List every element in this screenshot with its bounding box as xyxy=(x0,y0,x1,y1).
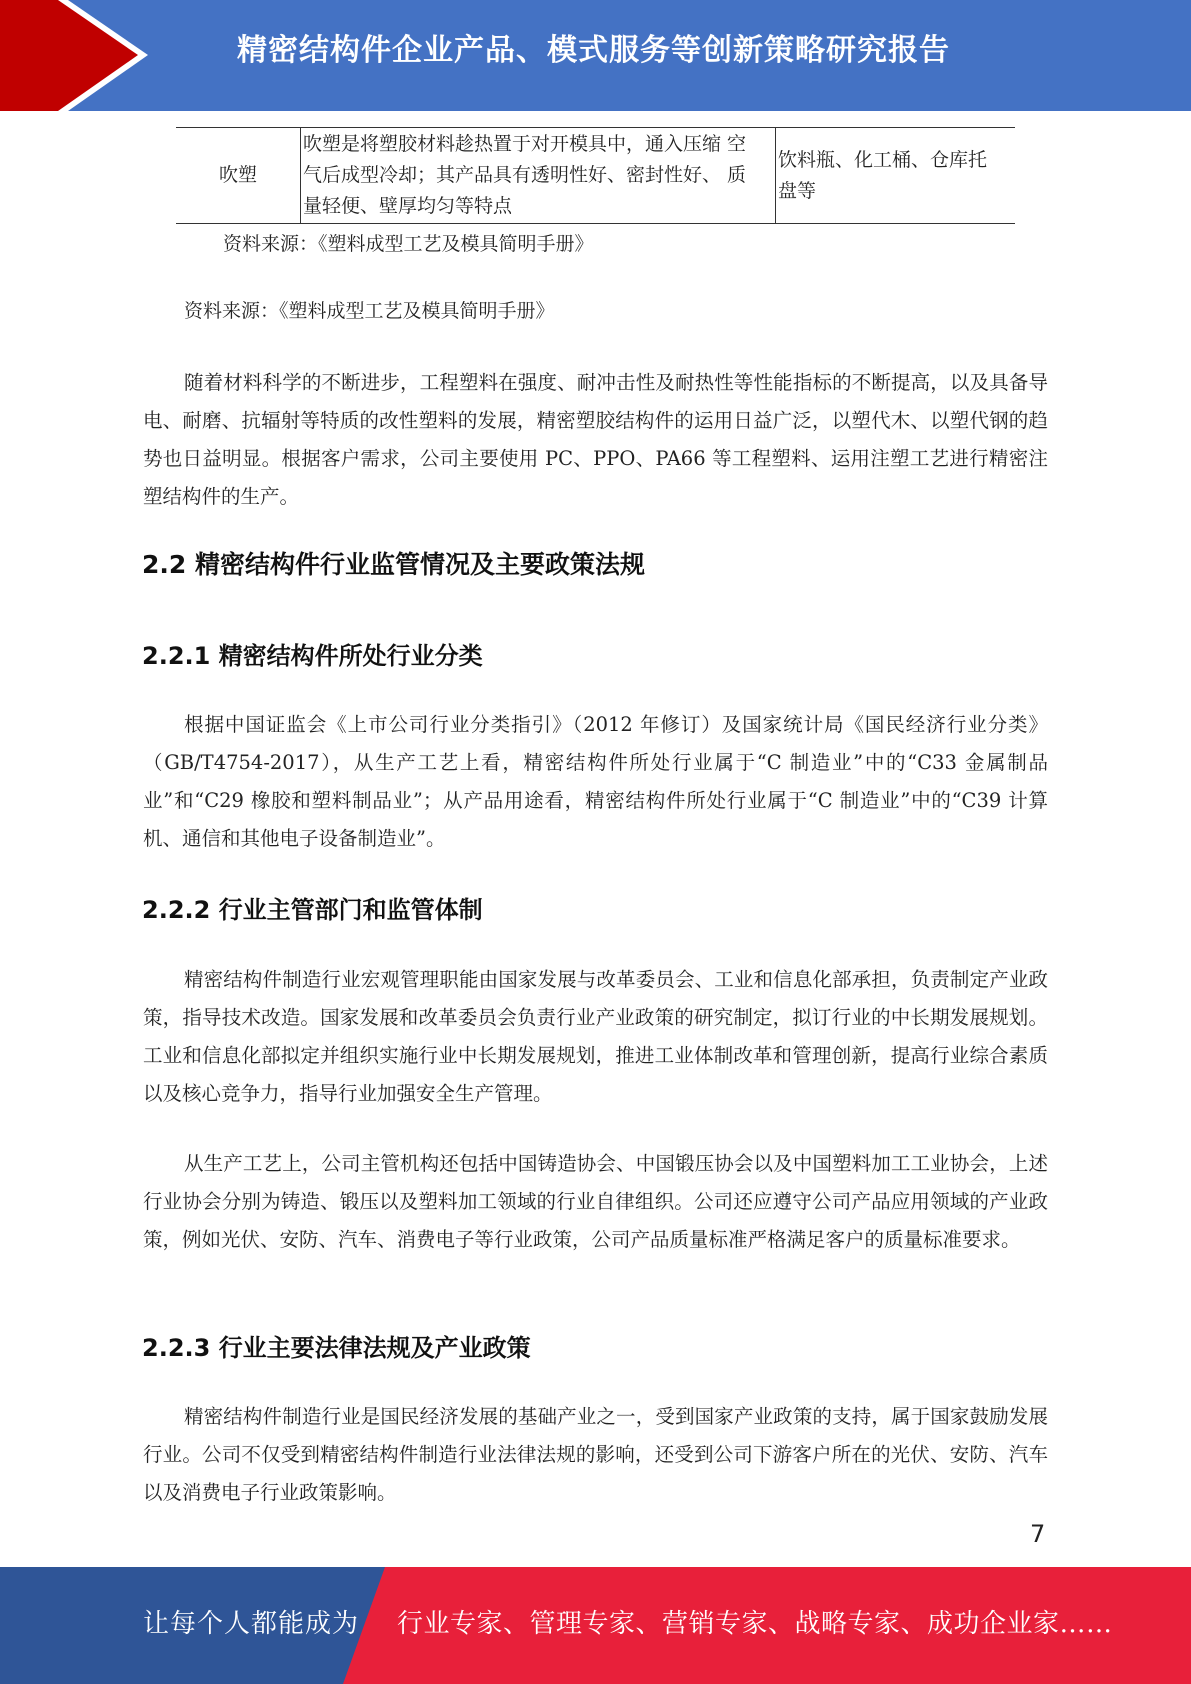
table-row xyxy=(176,128,1015,224)
description-line: 气后成型冷却；其产品具有透明性好、密封性好、 质 xyxy=(303,164,747,186)
paragraph-policies: 精密结构件制造行业是国民经济发展的基础产业之一，受到国家产业政策的支持，属于国家鼓励发展行业。公司不仅受到精密结构件制造行业法律法规的影响，还受到公司下游客户所在的光伏、安防、汽车以及消费电子行业政策影响。 xyxy=(143,1405,1048,1504)
section-heading-2-2: 2.2 精密结构件行业监管情况及主要政策法规 xyxy=(142,550,645,579)
footer-slogan-left: 让每个人都能成为 xyxy=(143,1609,360,1639)
table-cell-uses xyxy=(776,128,1016,224)
description-line: 量轻便、壁厚均匀等特点 xyxy=(303,195,513,217)
uses-line: 饮料瓶、化工桶、仓库托 xyxy=(778,148,988,171)
description-line: 吹塑是将塑胶材料趁热置于对开模具中，通入压缩 空 xyxy=(303,133,747,155)
header-arrow-decoration xyxy=(0,0,160,111)
paragraph-materials: 随着材料科学的不断进步，工程塑料在强度、耐冲击性及耐热性等性能指标的不断提高，以及具备导电、耐磨、抗辐射等特质的改性塑料的发展，精密塑胶结构件的运用日益广泛，以塑代木、以塑代钢的趋势也日益明显。根据客户需求，公司主要使用 PC、PPO、PA66 等工程塑料、运用注塑工艺进行精密注塑结构件的生产。 xyxy=(143,371,1048,508)
paragraph-regulators: 精密结构件制造行业宏观管理职能由国家发展与改革委员会、工业和信息化部承担，负责制定产业政策，指导技术改造。国家发展和改革委员会负责行业产业政策的研究制定，拟订行业的中长期发展规划。工业和信息化部拟定并组织实施行业中长期发展规划，推进工业体制改革和管理创新，提高行业综合素质以及核心竞争力，指导行业加强安全生产管理。 xyxy=(143,968,1048,1105)
footer-slogan-right: 行业专家、管理专家、营销专家、战略专家、成功企业家…… xyxy=(397,1609,1113,1639)
table-cell-process: 吹塑 xyxy=(176,128,301,224)
table-source-note: 资料来源：《塑料成型工艺及模具简明手册》 xyxy=(223,233,594,255)
source-note: 资料来源：《塑料成型工艺及模具简明手册》 xyxy=(184,300,555,322)
page-number: 7 xyxy=(1030,1520,1046,1548)
paragraph-associations: 从生产工艺上，公司主管机构还包括中国铸造协会、中国锻压协会以及中国塑料加工工业协会，上述行业协会分别为铸造、锻压以及塑料加工领域的行业自律组织。公司还应遵守公司产品应用领域的产业政策，例如光伏、安防、汽车、消费电子等行业政策，公司产品质量标准严格满足客户的质量标准要求。 xyxy=(143,1152,1048,1251)
header-title: 精密结构件企业产品、模式服务等创新策略研究报告 xyxy=(237,33,950,68)
page-header xyxy=(0,0,1191,111)
page-footer xyxy=(0,1567,1191,1684)
table-cell-description xyxy=(301,128,776,224)
section-heading-2-2-1: 2.2.1 精密结构件所处行业分类 xyxy=(142,642,483,670)
section-heading-2-2-2: 2.2.2 行业主管部门和监管体制 xyxy=(142,896,483,924)
uses-line: 盘等 xyxy=(778,179,817,202)
paragraph-classification: 根据中国证监会《上市公司行业分类指引》（2012 年修订）及国家统计局《国民经济行业分类》（GB/T4754-2017），从生产工艺上看，精密结构件所处行业属于“C 制造业”中的“C33 金属制品业”和“C29 橡胶和塑料制品业”；从产品用途看，精密结构件所处行业属于“C 制造业”中的“C39 计算机、通信和其他电子设备制造业”。 xyxy=(143,713,1048,850)
process-table xyxy=(176,127,1015,224)
section-heading-2-2-3: 2.2.3 行业主要法律法规及产业政策 xyxy=(142,1334,531,1362)
